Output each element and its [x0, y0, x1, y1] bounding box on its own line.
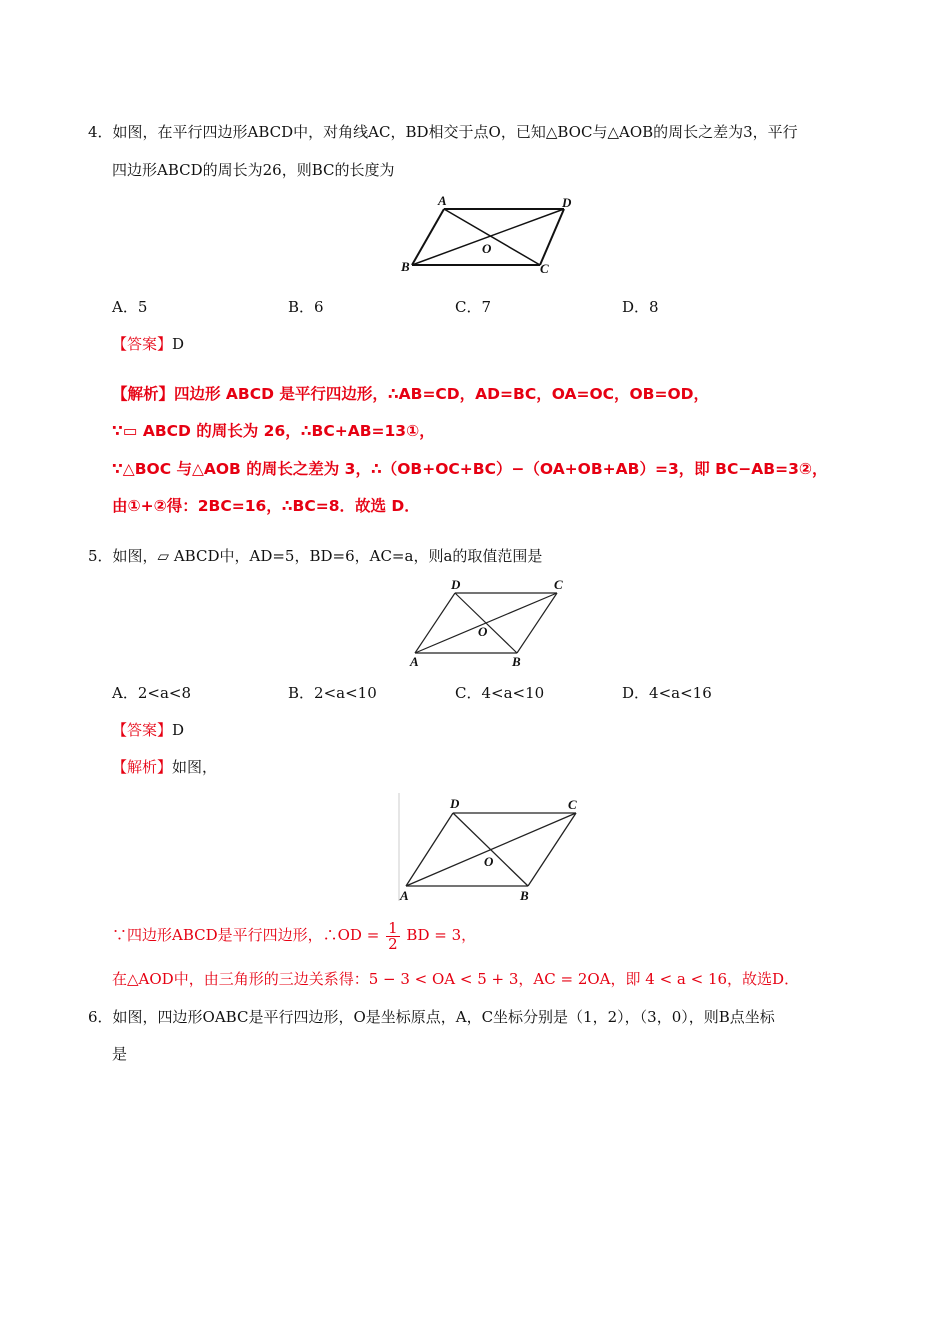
q5-sol-label-o: O: [484, 854, 494, 869]
q4-answer-tag: 【答案】: [112, 335, 173, 353]
q5-analysis-intro: [112, 757, 217, 777]
q5-solution-line1-suffix: BD = 3，: [406, 926, 477, 944]
q5-option-c: C．4<a<10: [455, 684, 545, 702]
q4-analysis-line3: ∵△BOC 与△AOB 的周长之差为 3，∴（OB+OC+BC）−（OA+OB+AB）=3，即 BC−AB=3②，: [112, 460, 828, 478]
q5-option-a: A．2<a<8: [112, 684, 191, 702]
q4-analysis-line1: 【解析】四边形 ABCD 是平行四边形，∴AB=CD，AD=BC，OA=OC，OB=OD，: [112, 385, 710, 403]
q5-option-b: B．2<a<10: [288, 684, 377, 702]
q5-label-b: B: [512, 654, 521, 669]
q5-label-d: D: [451, 577, 461, 592]
q5-sol-diag-bd: [453, 813, 528, 886]
q5-analysis-intro-text: 如图，: [172, 758, 218, 776]
q5-solution-line2: 在△AOD中，由三角形的三边关系得：5 − 3 < OA < 5 + 3，AC = 2OA，即 4 < a < 16，故选D．: [112, 970, 800, 988]
q5-answer-value: D: [172, 721, 185, 739]
q4-option-d: D．8: [622, 298, 659, 316]
q5-sol-label-a: A: [400, 888, 409, 903]
q4-stem-line1: 4．如图，在平行四边形ABCD中，对角线AC，BD相交于点O，已知△BOC与△AOB的周长之差为3，平行: [88, 123, 798, 141]
q5-sol-side-ad: [406, 813, 453, 886]
q4-option-c: C．7: [455, 298, 492, 316]
q4-analysis-line4: 由①+②得：2BC=16，∴BC=8．故选 D．: [112, 497, 420, 515]
q5-stem-line1: 5．如图，▱ ABCD中，AD=5，BD=6，AC=a，则a的取值范围是: [88, 547, 543, 565]
q4-diag-ac: [444, 209, 540, 265]
q5-fraction-half: [386, 918, 400, 953]
q5-solution-figure: [398, 793, 583, 903]
q5-sol-label-d: D: [450, 796, 460, 811]
q5-diag-bd: [455, 593, 517, 653]
q4-parallelogram-figure: [400, 195, 570, 279]
q5-sol-label-c: C: [568, 797, 577, 812]
q6-stem-line2: 是: [112, 1045, 128, 1063]
q5-solution-line1-prefix: ∵四边形ABCD是平行四边形，∴OD =: [112, 926, 380, 944]
q4-label-d: D: [562, 195, 572, 210]
q4-answer-value: D: [172, 335, 185, 353]
q4-label-c: C: [540, 261, 549, 276]
q5-parallelogram-figure: [405, 578, 570, 668]
q4-answer: [112, 334, 184, 354]
q5-fraction-numerator: 1: [388, 918, 398, 937]
q5-fraction-denominator: 2: [388, 934, 398, 953]
q4-label-b: B: [401, 259, 410, 274]
q4-diag-bd: [412, 209, 564, 265]
q5-sol-label-b: B: [520, 888, 529, 903]
q5-option-d: D．4<a<16: [622, 684, 712, 702]
q5-solution-line1: [112, 918, 476, 952]
q4-side-dc: [540, 209, 564, 265]
q4-analysis-line2: ∵▭ ABCD 的周长为 26，∴BC+AB=13①，: [112, 422, 435, 440]
q4-option-b: B．6: [288, 298, 324, 316]
q5-analysis-tag: 【解析】: [112, 758, 173, 776]
q5-label-o: O: [478, 624, 488, 639]
q5-answer-tag: 【答案】: [112, 721, 173, 739]
q4-stem-line2: 四边形ABCD的周长为26，则BC的长度为: [112, 161, 395, 179]
q4-label-a: A: [438, 193, 447, 208]
q6-stem-line1: 6．如图，四边形OABC是平行四边形，O是坐标原点，A，C坐标分别是（1，2），（3，0），则B点坐标: [88, 1008, 775, 1026]
q5-label-a: A: [410, 654, 419, 669]
q4-label-o: O: [482, 241, 492, 256]
q4-option-a: A．5: [112, 298, 148, 316]
q5-answer: [112, 720, 184, 740]
q5-label-c: C: [554, 577, 563, 592]
q4-side-ab: [412, 209, 444, 265]
